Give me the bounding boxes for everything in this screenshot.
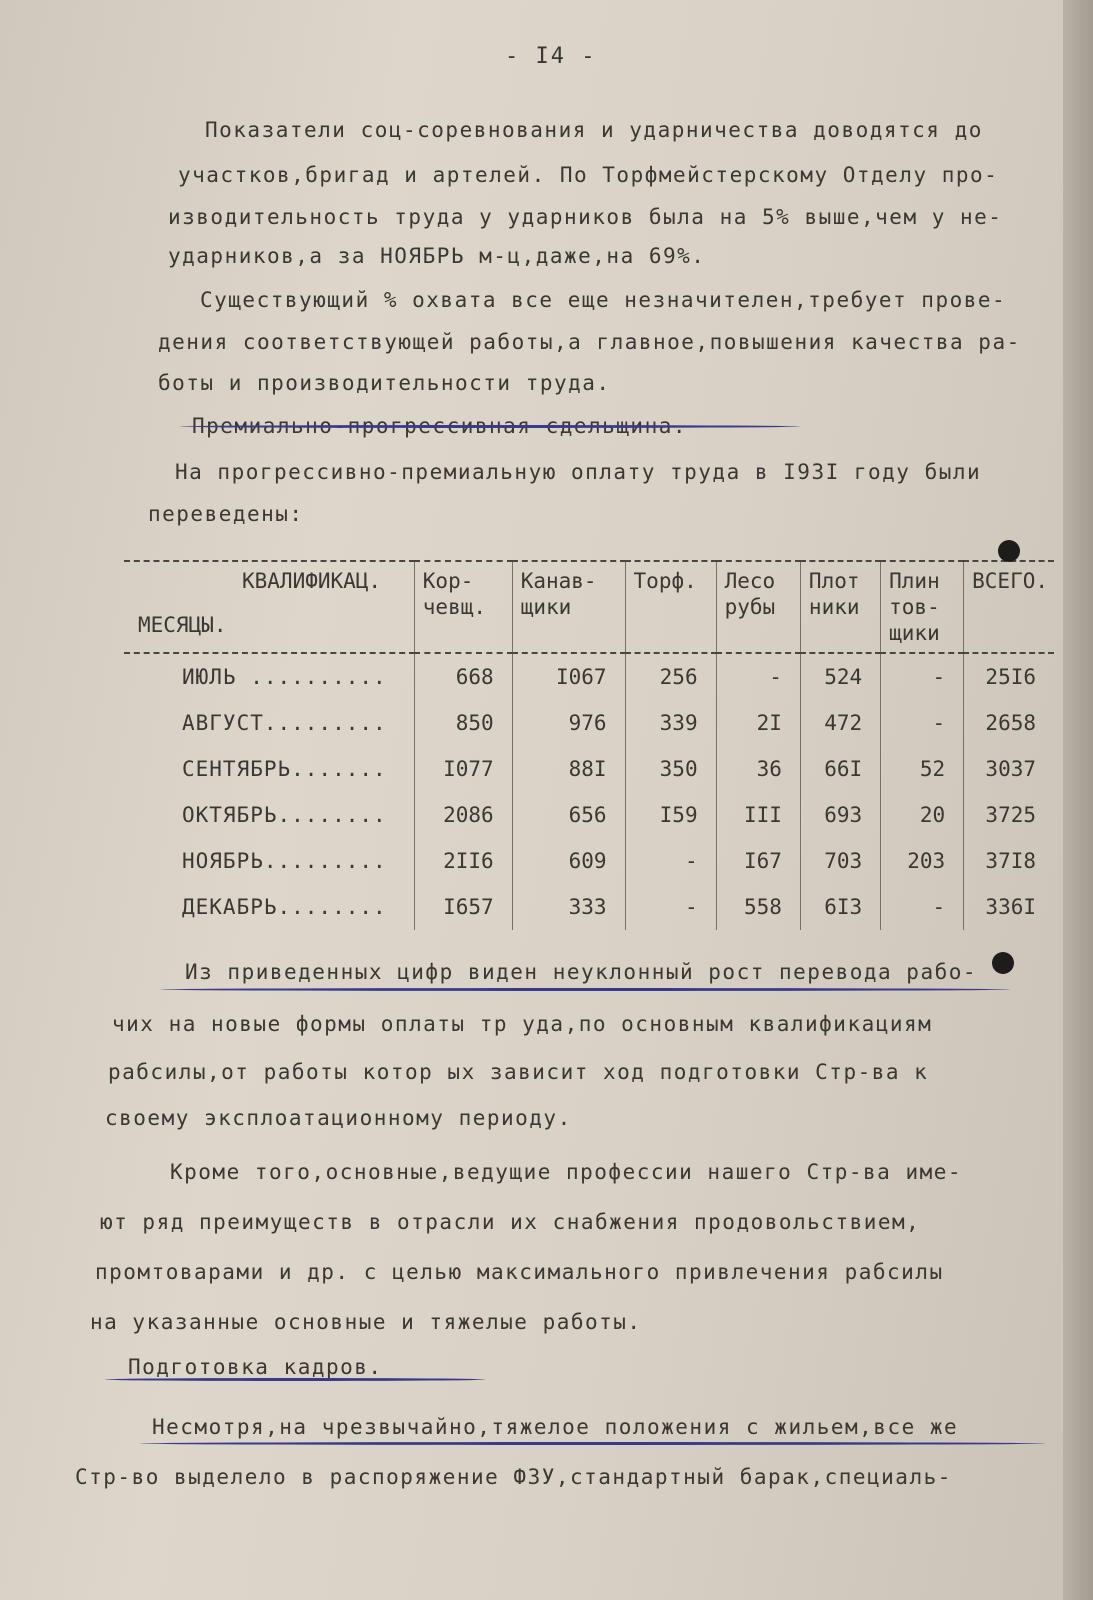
table-cell: 256: [625, 653, 716, 700]
table-cell: 350: [625, 746, 716, 792]
table-cell: 36: [716, 746, 800, 792]
table-cell: 339: [625, 700, 716, 746]
text-line: рабсилы,от работы котор ых зависит ход подготовки Стр-ва к: [108, 1060, 929, 1084]
table-cell: I077: [414, 746, 512, 792]
binding-hole: [992, 952, 1014, 974]
text-line: Стр-во выделело в распоряжение ФЗУ,стандартный барак,специаль-: [75, 1465, 952, 1489]
page-number: - I4 -: [505, 44, 597, 69]
table-cell: 203: [881, 838, 964, 884]
table-cell: 472: [800, 700, 880, 746]
table-cell: 333: [512, 884, 625, 930]
handwritten-underline: [140, 1442, 1045, 1445]
table-cell: 2086: [414, 792, 512, 838]
table-cell: 2658: [964, 700, 1054, 746]
table-corner-header: [124, 561, 414, 653]
table-cell: 850: [414, 700, 512, 746]
table-cell: 336I: [964, 884, 1054, 930]
column-header: Плин тов- щики: [881, 561, 964, 653]
month-cell: СЕНТЯБРЬ.......: [182, 757, 387, 781]
text-line: На прогрессивно-премиальную оплату труда в I93I году были: [175, 460, 982, 484]
table-cell: 703: [800, 838, 880, 884]
text-line: изводительность труда у ударников была на 5% выше,чем у не-: [168, 205, 1003, 229]
column-header: Лесо рубы: [716, 561, 800, 653]
text-line: дения соответствующей работы,а главное,повышения качества ра-: [158, 330, 1021, 354]
text-line: чих на новые формы оплаты тр уда,по основным квалификациям: [112, 1012, 933, 1036]
column-header: Плот ники: [800, 561, 880, 653]
binding-hole: [998, 540, 1020, 562]
column-header: ВСЕГО.: [964, 561, 1054, 653]
section-heading: Премиально-прогрессивная сдельщина.: [192, 414, 688, 438]
section-heading: Подготовка кадров.: [128, 1355, 383, 1379]
text-line: Несмотря,на чрезвычайно,тяжелое положения с жильем,все же: [152, 1415, 959, 1439]
data-table: [124, 560, 1054, 930]
table-cell: 693: [800, 792, 880, 838]
table-row: [124, 838, 1054, 884]
months-label: МЕСЯЦЫ.: [138, 613, 227, 637]
table-cell: 37I8: [964, 838, 1054, 884]
text-line: ют ряд преимуществ в отрасли их снабжения продовольствием,: [100, 1210, 921, 1234]
month-cell: НОЯБРЬ.........: [182, 849, 387, 873]
table-cell: -: [625, 838, 716, 884]
table-cell: I67: [716, 838, 800, 884]
text-line: Показатели соц-соревнования и ударничества доводятся до: [205, 118, 983, 142]
table-cell: -: [881, 884, 964, 930]
text-line: своему эксплоатационному периоду.: [105, 1106, 572, 1130]
table-cell: I59: [625, 792, 716, 838]
qualification-label: КВАЛИФИКАЦ.: [242, 569, 382, 593]
table-cell: I067: [512, 653, 625, 700]
table-cell: 25I6: [964, 653, 1054, 700]
table-cell: 20: [881, 792, 964, 838]
table-cell: 976: [512, 700, 625, 746]
column-header: Канав- щики: [512, 561, 625, 653]
table-row: [124, 792, 1054, 838]
month-cell: ИЮЛЬ ..........: [182, 665, 387, 689]
table-cell: 3037: [964, 746, 1054, 792]
text-line: ударников,а за НОЯБРЬ м-ц,даже,на 69%.: [168, 244, 706, 268]
text-line: на указанные основные и тяжелые работы.: [90, 1310, 642, 1334]
table-cell: 3725: [964, 792, 1054, 838]
table-cell: 558: [716, 884, 800, 930]
text-line: Из приведенных цифр виден неуклонный рост перевода рабо-: [185, 960, 978, 984]
handwritten-underline: [105, 1378, 485, 1381]
table-row: [124, 653, 1054, 700]
table-cell: 88I: [512, 746, 625, 792]
column-header: Кор- чевщ.: [414, 561, 512, 653]
handwritten-underline: [180, 425, 800, 428]
column-header: Торф.: [625, 561, 716, 653]
table-row: [124, 884, 1054, 930]
table-cell: 524: [800, 653, 880, 700]
table-row: [124, 700, 1054, 746]
table-cell: -: [625, 884, 716, 930]
text-line: участков,бригад и артелей. По Торфмейстерскому Отделу про-: [178, 163, 999, 187]
table-cell: I657: [414, 884, 512, 930]
handwritten-underline: [160, 988, 1010, 991]
month-cell: АВГУСТ.........: [182, 711, 387, 735]
text-line: переведены:: [148, 502, 304, 526]
table-cell: 609: [512, 838, 625, 884]
table-cell: 2I: [716, 700, 800, 746]
table-cell: -: [716, 653, 800, 700]
table-cell: 656: [512, 792, 625, 838]
table-cell: III: [716, 792, 800, 838]
table-cell: -: [881, 700, 964, 746]
text-line: боты и производительности труда.: [158, 371, 611, 395]
text-line: промтоварами и др. с целью максимального привлечения рабсилы: [95, 1260, 944, 1284]
table-cell: 66I: [800, 746, 880, 792]
month-cell: ДЕКАБРЬ........: [182, 895, 387, 919]
table-row: [124, 746, 1054, 792]
table-cell: 668: [414, 653, 512, 700]
month-cell: ОКТЯБРЬ........: [182, 803, 387, 827]
table-header-row: [124, 561, 1054, 653]
text-line: Существующий % охвата все еще незначителен,требует прове-: [200, 288, 1007, 312]
table-cell: -: [881, 653, 964, 700]
page-edge: [1063, 0, 1093, 1600]
table-cell: 2II6: [414, 838, 512, 884]
table-cell: 6I3: [800, 884, 880, 930]
table-cell: 52: [881, 746, 964, 792]
text-line: Кроме того,основные,ведущие профессии нашего Стр-ва име-: [170, 1160, 963, 1184]
